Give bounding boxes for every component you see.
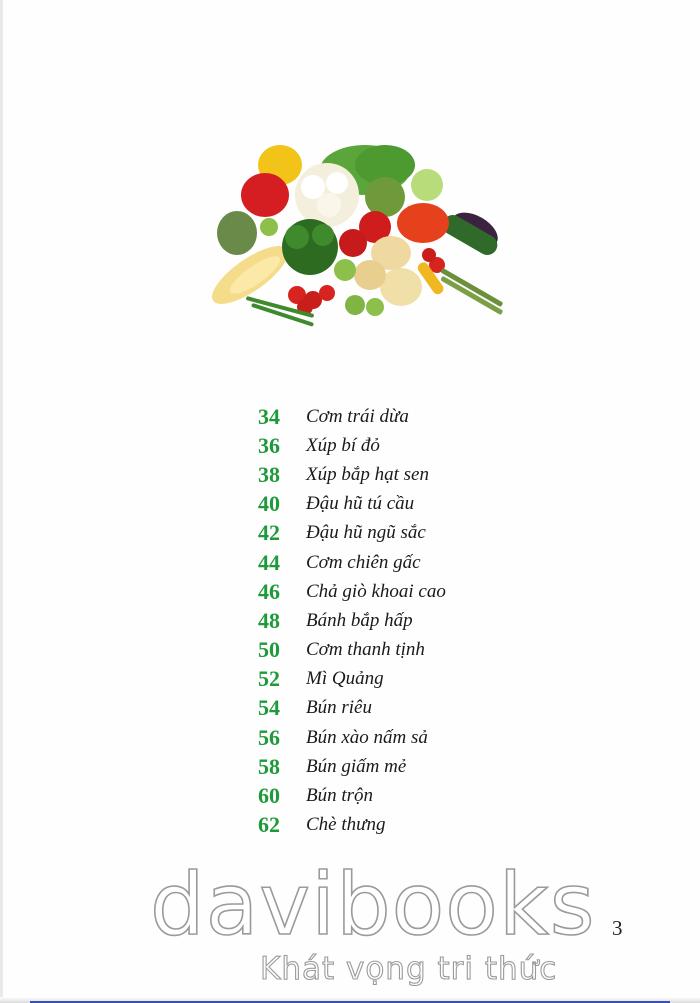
toc-recipe-title: Đậu hũ ngũ sắc [306, 522, 426, 544]
toc-page-number: 54 [258, 695, 280, 721]
toc-recipe-title: Bún trộn [306, 785, 374, 807]
toc-entry[interactable] [258, 577, 558, 606]
toc-page-number: 42 [258, 520, 280, 546]
toc-entry[interactable] [258, 665, 558, 694]
toc-page-number: 60 [258, 783, 280, 809]
toc-page-number: 46 [258, 578, 280, 604]
toc-entry[interactable] [258, 490, 558, 519]
vegetables-illustration [205, 135, 510, 330]
toc-page-number: 48 [258, 607, 280, 633]
toc-page-number: 56 [258, 724, 280, 750]
page-number: 3 [612, 916, 623, 940]
toc-recipe-title: Bún giấm mẻ [306, 755, 407, 777]
toc-recipe-title: Bún riêu [306, 697, 372, 719]
toc-recipe-title: Cơm chiên gấc [306, 551, 421, 573]
toc-page-number: 52 [258, 666, 280, 692]
toc-recipe-title: Chè thưng [306, 814, 386, 836]
page-bottom-edge [0, 997, 700, 1003]
toc-entry[interactable] [258, 811, 558, 840]
toc-entry[interactable] [258, 460, 558, 489]
toc-page-number: 62 [258, 812, 280, 838]
page-edge [0, 0, 3, 1003]
toc-recipe-title: Cơm trái dừa [306, 405, 409, 427]
toc-entry[interactable] [258, 548, 558, 577]
publisher-tagline: Khát vọng tri thức [260, 951, 558, 987]
toc-recipe-title: Bún xào nấm sả [306, 726, 428, 748]
toc-recipe-title: Chả giò khoai cao [306, 580, 446, 602]
toc-recipe-title: Xúp bắp hạt sen [306, 463, 429, 485]
toc-entry[interactable] [258, 752, 558, 781]
toc-page-number: 36 [258, 432, 280, 458]
toc-recipe-title: Xúp bí đỏ [306, 434, 380, 456]
toc-entry[interactable] [258, 431, 558, 460]
toc-entry[interactable] [258, 636, 558, 665]
table-of-contents [258, 402, 558, 840]
toc-recipe-title: Đậu hũ tú cầu [306, 493, 415, 515]
toc-page-number: 44 [258, 549, 280, 575]
toc-entry[interactable] [258, 781, 558, 810]
toc-recipe-title: Cơm thanh tịnh [306, 639, 425, 661]
toc-recipe-title: Mì Quảng [306, 668, 384, 690]
toc-entry[interactable] [258, 606, 558, 635]
toc-page-number: 50 [258, 637, 280, 663]
toc-entry[interactable] [258, 519, 558, 548]
toc-entry[interactable] [258, 402, 558, 431]
toc-entry[interactable] [258, 723, 558, 752]
toc-entry[interactable] [258, 694, 558, 723]
toc-recipe-title: Bánh bắp hấp [306, 609, 413, 631]
toc-page-number: 34 [258, 403, 280, 429]
toc-page-number: 38 [258, 461, 280, 487]
publisher-name: davibooks [150, 855, 596, 955]
toc-page-number: 40 [258, 491, 280, 517]
toc-page-number: 58 [258, 753, 280, 779]
publisher-watermark [150, 855, 596, 1002]
